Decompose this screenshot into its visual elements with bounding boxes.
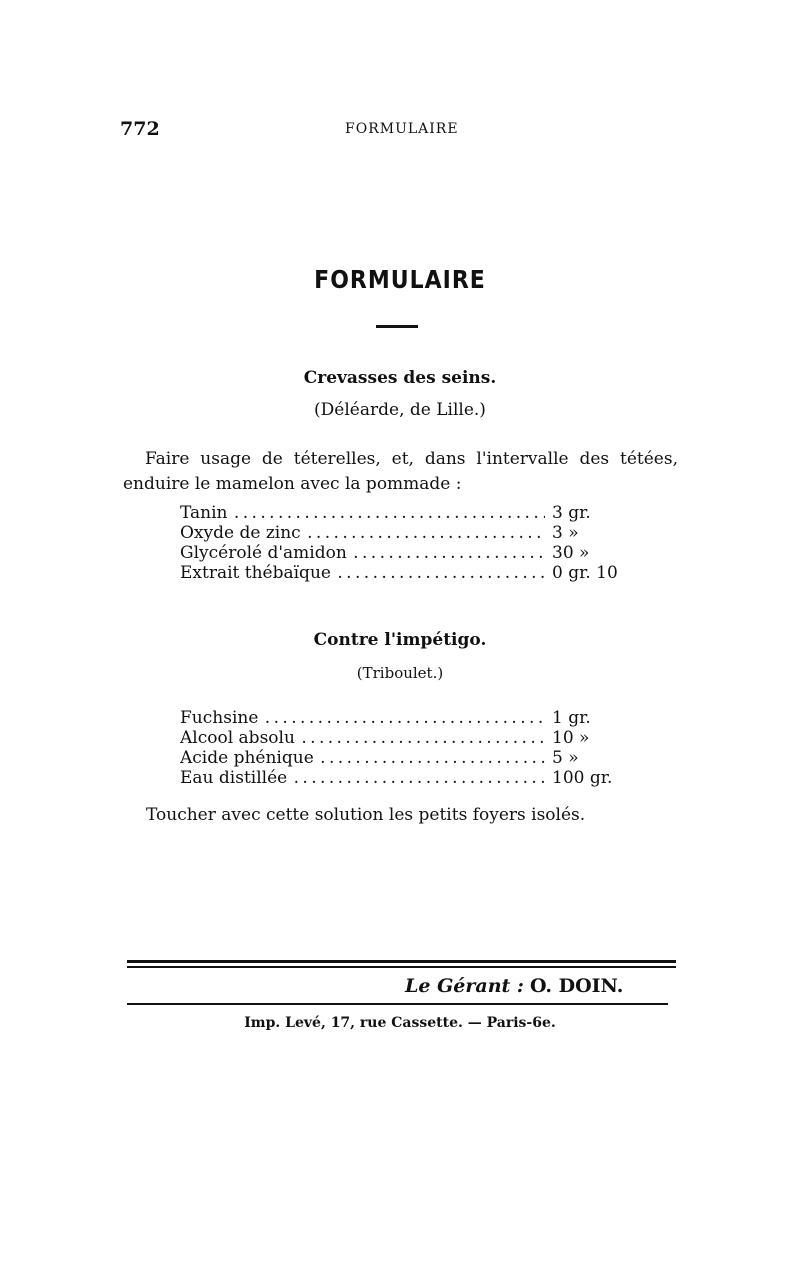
imprint: Imp. Levé, 17, rue Cassette. — Paris-6e.: [244, 1015, 556, 1031]
page-number: 772: [120, 118, 160, 140]
main-title: FORMULAIRE: [314, 266, 486, 295]
item-qty: 100 gr.: [552, 768, 613, 788]
item-qty: 3 gr.: [552, 503, 591, 523]
item-qty: 10 »: [552, 728, 590, 748]
list-item: [180, 563, 630, 583]
section2-author: (Triboulet.): [356, 664, 444, 682]
running-head: [120, 118, 680, 140]
item-qty: 1 gr.: [552, 708, 591, 728]
section1-author: (Déléarde, de Lille.): [314, 400, 486, 420]
section2-note: Toucher avec cette solution les petits foyers isolés.: [146, 805, 586, 825]
footer-rule-thick: [127, 960, 676, 963]
item-name: Eau distillée: [180, 768, 288, 788]
item-qty: 3 »: [552, 523, 579, 543]
section1-heading: Crevasses des seins.: [303, 368, 497, 388]
item-name: Tanin: [180, 503, 228, 523]
gerant-line: [405, 975, 623, 997]
list-item: [180, 728, 630, 748]
list-item: [180, 503, 630, 523]
item-name: Fuchsine: [180, 708, 259, 728]
item-name: Extrait thébaïque: [180, 563, 331, 583]
instruction-line-2: enduire le mamelon avec la pommade :: [123, 474, 462, 494]
gerant-label: Le Gérant :: [405, 975, 524, 997]
item-name: Acide phénique: [180, 748, 314, 768]
list-item: [180, 708, 630, 728]
gerant-name: O. DOIN.: [529, 975, 624, 997]
section1-prescription: [180, 503, 630, 583]
item-name: Oxyde de zinc: [180, 523, 301, 543]
list-item: [180, 543, 630, 563]
item-name: Alcool absolu: [180, 728, 295, 748]
running-title: FORMULAIRE: [345, 121, 459, 137]
footer-rule-thin: [127, 966, 676, 968]
list-item: [180, 523, 630, 543]
section2-prescription: [180, 708, 630, 788]
instruction-line-1: Faire usage de téterelles, et, dans l'intervalle des tétées,: [145, 449, 678, 469]
item-qty: 0 gr. 10: [552, 563, 618, 583]
item-qty: 30 »: [552, 543, 590, 563]
imprint-rule: [127, 1003, 668, 1005]
list-item: [180, 768, 630, 788]
section1-instruction: [123, 447, 678, 497]
section2-heading: Contre l'impétigo.: [313, 630, 487, 650]
item-qty: 5 »: [552, 748, 579, 768]
list-item: [180, 748, 630, 768]
item-name: Glycérolé d'amidon: [180, 543, 347, 563]
title-rule: [376, 325, 418, 328]
